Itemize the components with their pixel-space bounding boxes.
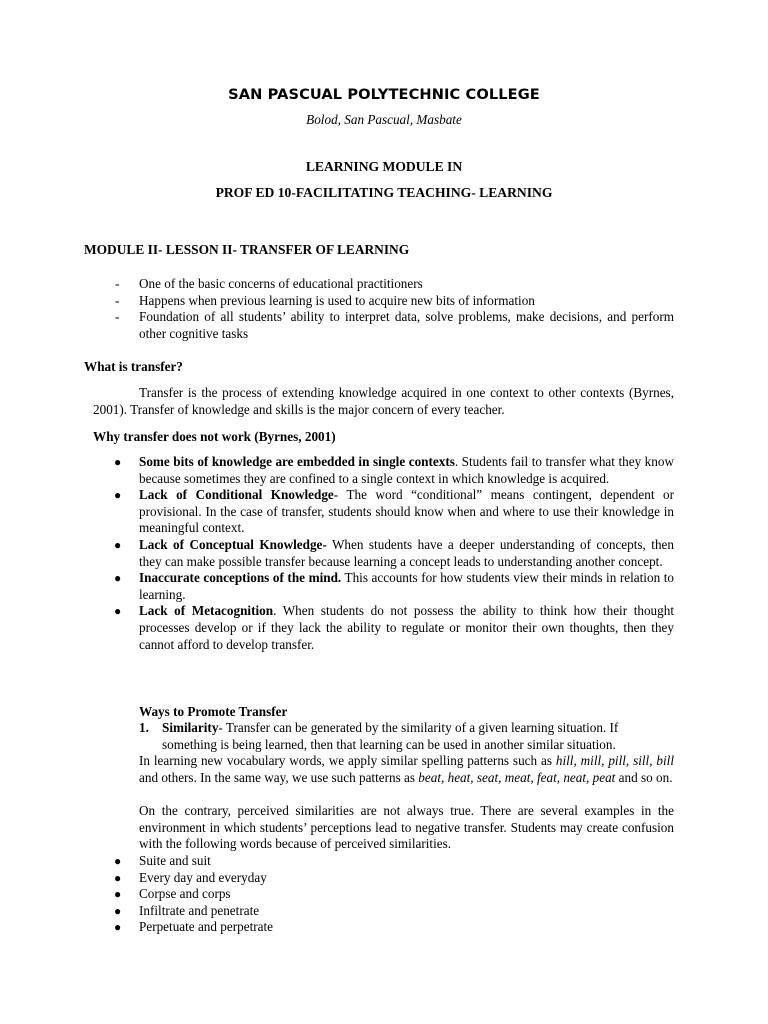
list-item: ● Perpetuate and perpetrate	[114, 919, 273, 935]
college-address: Bolod, San Pascual, Masbate	[306, 112, 462, 127]
list-item: ● Suite and suit	[114, 853, 211, 868]
list-item: ● Every day and everyday	[114, 869, 267, 885]
item-continuation: something is being learned, then that learning can be used in another similar situation.	[162, 736, 616, 752]
bullet-icon: ●	[114, 537, 122, 552]
vocabulary-paragraph: In learning new vocabulary words, we apply similar spelling patterns such as hill, mill, pill, sill, bill and others. In the same way, we use such patterns as beat, heat, seat, meat, feat, neat, peat and so on.	[139, 753, 674, 785]
dash-marker: -	[115, 276, 120, 291]
list-item: ● Lack of Metacognition. When students do not possess the ability to think how their thought processes develop or if they lack the ability to regulate or monitor their own thoughts, then they cannot afford to develop transfer.	[114, 603, 674, 652]
list-item: - Foundation of all students’ ability to interpret data, solve problems, make decisions, and perform other cognitive tasks	[115, 309, 674, 341]
lesson-title: MODULE II- LESSON II- TRANSFER OF LEARNING	[84, 242, 410, 257]
section-heading-what-is-transfer: What is transfer?	[84, 359, 183, 374]
section-heading-why-transfer: Why transfer does not work (Byrnes, 2001)	[93, 429, 336, 444]
word-pairs-list	[112, 853, 674, 936]
bullet-icon: ●	[114, 455, 122, 469]
list-item: - Happens when previous learning is used to acquire new bits of information	[115, 292, 535, 308]
numbered-item-similarity: 1. Similarity- Transfer can be generated by the similarity of a given learning situation. If something is being learned, then that learning can be used in another similar situation.	[139, 720, 674, 753]
list-item: - One of the basic concerns of educational practitioners	[115, 276, 423, 291]
list-item: ● Some bits of knowledge are embedded in single contexts. Students fail to transfer what they know because sometimes they are confined to a single context in which knowledge is acquired.	[114, 454, 674, 486]
dash-marker: -	[115, 292, 120, 308]
perceived-similarities-paragraph: On the contrary, perceived similarities are not always true. There are several examples in the environment in which students’ perceptions lead to negative transfer. Students may create confusion with the following words because of perceived similarities.	[139, 803, 674, 852]
bullet-icon: ●	[114, 604, 122, 619]
bullet-icon: ●	[114, 903, 122, 918]
intro-list	[112, 276, 674, 342]
list-item: ● Infiltrate and penetrate	[114, 902, 260, 918]
bullet-icon: ●	[114, 854, 122, 868]
list-item: ● Corpse and corps	[114, 886, 231, 902]
list-item: ● Lack of Conditional Knowledge- The word “conditional” means contingent, dependent or provisional. In the case of transfer, students should know when and where to use their knowledge in meaningful context.	[114, 487, 674, 536]
item-number: 1.	[139, 720, 149, 735]
bullet-icon: ●	[114, 920, 122, 935]
module-title-line1: LEARNING MODULE IN	[305, 159, 463, 174]
bullet-icon: ●	[114, 870, 122, 885]
why-transfer-list	[112, 454, 674, 653]
transfer-definition-paragraph: Transfer is the process of extending knowledge acquired in one context to other contexts (Byrnes, 2001). Transfer of knowledge and skills is the major concern of every teacher.	[93, 385, 674, 417]
bullet-icon: ●	[114, 571, 122, 586]
bullet-icon: ●	[114, 488, 122, 503]
list-item: ● Lack of Conceptual Knowledge- When students have a deeper understanding of concepts, then they can make possible transfer because learning a concept leads to understanding another concept.	[114, 536, 675, 569]
section-heading-ways-to-promote: Ways to Promote Transfer	[139, 704, 288, 719]
module-title-line2: PROF ED 10-FACILITATING TEACHING- LEARNING	[215, 185, 553, 200]
list-item: ● Inaccurate conceptions of the mind. This accounts for how students view their minds in relation to learning.	[114, 570, 674, 602]
bullet-icon: ●	[114, 887, 122, 902]
dash-marker: -	[115, 309, 120, 325]
college-name: SAN PASCUAL POLYTECHNIC COLLEGE	[228, 86, 540, 103]
